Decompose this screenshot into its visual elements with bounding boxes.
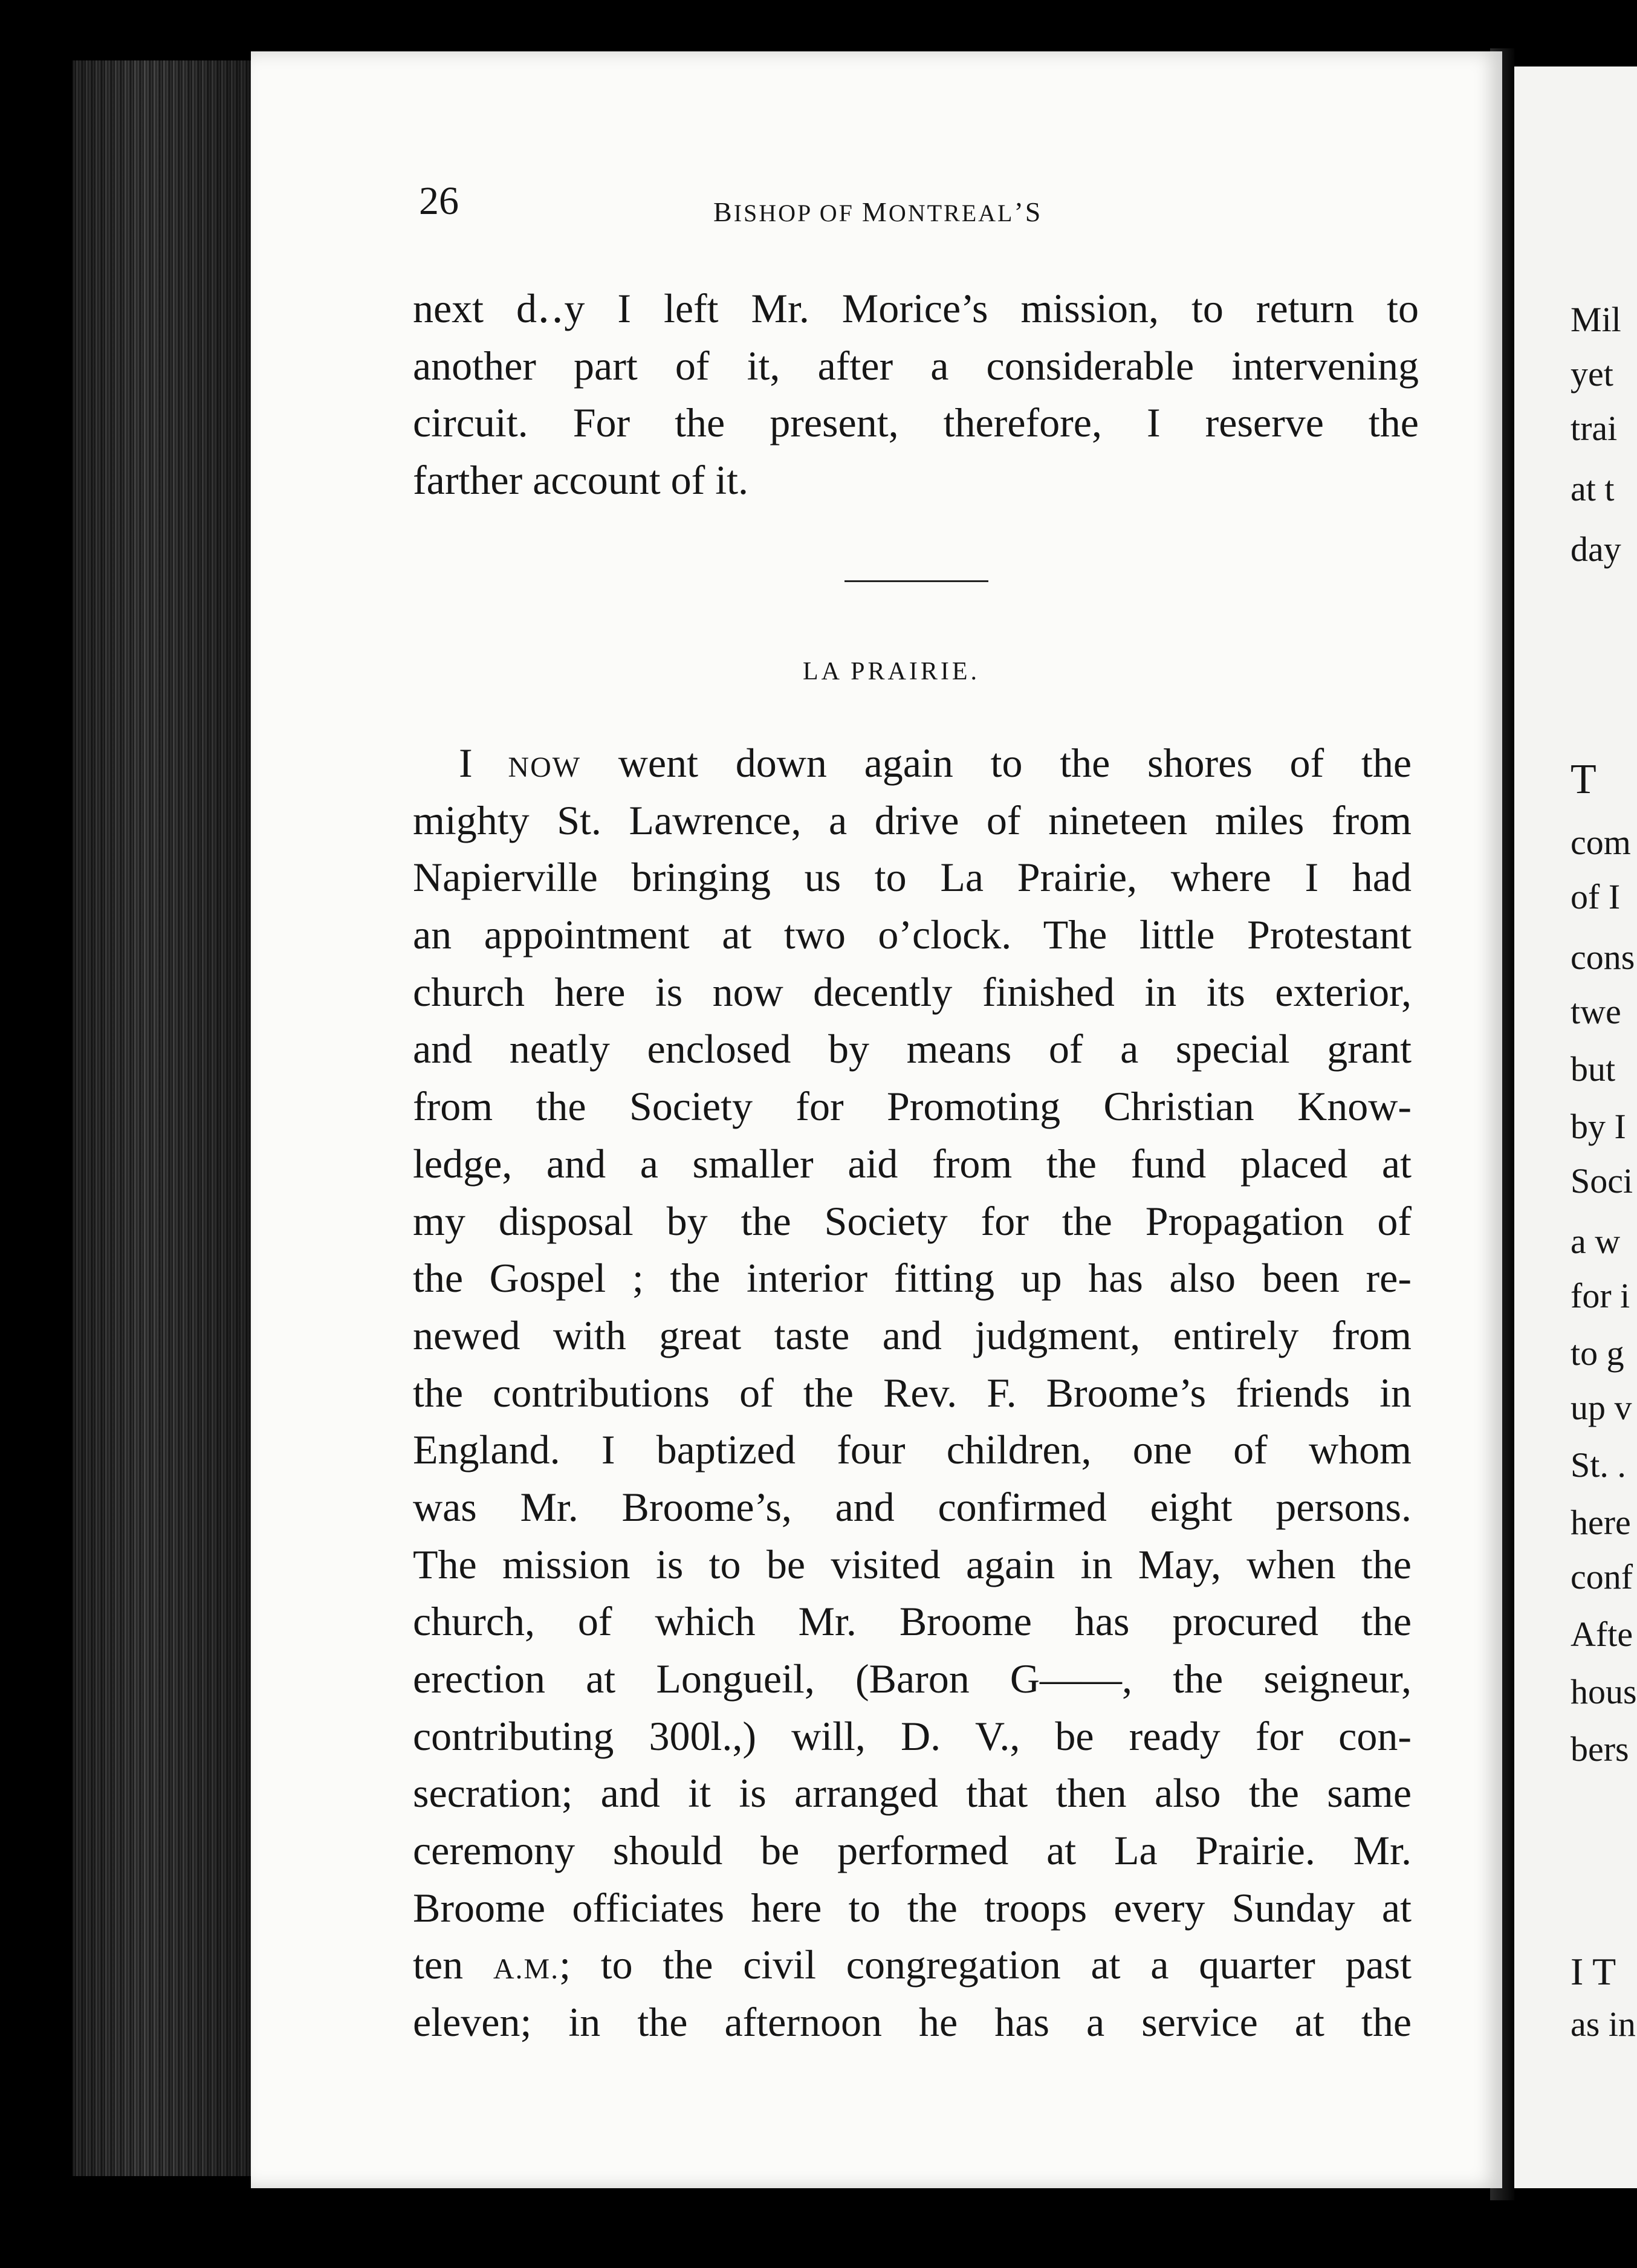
next-page-fragment: for i	[1571, 1276, 1630, 1315]
text-line: ceremony should be performed at La Prairie. Mr.	[413, 1827, 1412, 1874]
section-paragraph	[413, 734, 1412, 2051]
text-line: an appointment at two o’clock. The little Protestant	[413, 912, 1412, 958]
text-line: secration; and it is arranged that then also the same	[413, 1770, 1412, 1816]
next-page-fragment: com	[1571, 823, 1631, 862]
next-page-fragment: Soci	[1571, 1161, 1633, 1200]
carryover-paragraph	[413, 280, 1419, 508]
text-line: eleven; in the afternoon he has a service at the	[413, 1999, 1412, 2046]
next-page-fragment: trai	[1571, 409, 1618, 448]
running-head-initial-m: M	[861, 196, 889, 227]
text-line: contributing 300l.,) will, D. V., be ready for con-	[413, 1712, 1412, 1759]
page-number: 26	[419, 179, 459, 223]
section-divider-rule	[844, 580, 988, 582]
running-head-smallcaps: ISHOP OF	[733, 199, 862, 227]
next-page-fragment: to g	[1571, 1333, 1624, 1373]
text-line: ledge, and a smaller aid from the fund placed at	[413, 1140, 1412, 1187]
text-line: was Mr. Broome’s, and confirmed eight persons.	[413, 1483, 1412, 1530]
text-line: from the Society for Promoting Christian Know-	[413, 1083, 1412, 1130]
next-page-fragment: Afte	[1571, 1615, 1633, 1654]
line-ten-post: ; to the civil congregation at a quarter past	[559, 1942, 1412, 1988]
smallcaps-am: A.M.	[493, 1953, 560, 1986]
next-page-fragment: hous	[1571, 1672, 1637, 1711]
next-page-fragment: St. .	[1571, 1445, 1626, 1485]
next-page-text-fragments	[1571, 0, 1637, 2268]
running-head-initial: B	[713, 196, 734, 227]
running-head-smallcaps-2: ONTREAL	[888, 199, 1014, 227]
text-line: next d․․y I left Mr. Morice’s mission, to return to	[413, 285, 1419, 331]
text-line: church here is now decently finished in its exterior,	[413, 968, 1412, 1015]
first-line-rest: went down again to the shores of the	[581, 740, 1412, 786]
dropcap: I	[459, 740, 473, 786]
next-page-fragment: conf	[1571, 1557, 1633, 1596]
text-line: circuit. For the present, therefore, I reserve the	[413, 400, 1419, 446]
text-line: farther account of it.	[413, 456, 749, 503]
next-page-fragment: day	[1571, 530, 1621, 569]
next-page-fragment: a w	[1571, 1222, 1621, 1261]
text-line-first	[413, 734, 1412, 792]
next-page-fragment: as in	[1571, 2004, 1636, 2044]
text-line: my disposal by the Society for the Propagation of	[413, 1197, 1412, 1244]
next-page-fragment: but	[1571, 1049, 1616, 1089]
text-line: England. I baptized four children, one of whom	[413, 1427, 1412, 1473]
text-line: church, of which Mr. Broome has procured the	[413, 1598, 1412, 1645]
next-page-fragment: by I	[1571, 1107, 1626, 1146]
next-page-fragment: up v	[1571, 1388, 1632, 1427]
text-line: the contributions of the Rev. F. Broome’s friends in	[413, 1369, 1412, 1416]
running-head	[713, 198, 1042, 226]
text-line-ten	[413, 1936, 1412, 1994]
text-line: newed with great taste and judgment, entirely from	[413, 1312, 1412, 1358]
next-page-fragment: I T	[1571, 1950, 1616, 1993]
next-page-fragment: here	[1571, 1503, 1631, 1542]
running-head-suffix: ’S	[1014, 196, 1043, 227]
text-line: another part of it, after a considerable intervening	[413, 342, 1419, 389]
line-ten-pre: ten	[413, 1942, 493, 1988]
text-line: and neatly enclosed by means of a special grant	[413, 1026, 1412, 1072]
next-page-fragment: cons	[1571, 938, 1635, 977]
text-line: Broome officiates here to the troops every Sunday at	[413, 1884, 1412, 1931]
text-line: the Gospel ; the interior fitting up has also been re-	[413, 1255, 1412, 1301]
text-line: mighty St. Lawrence, a drive of nineteen miles from	[413, 797, 1412, 843]
smallcaps-word: NOW	[472, 751, 582, 783]
next-page-fragment: of I	[1571, 877, 1621, 916]
text-line: Napierville bringing us to La Prairie, where I had	[413, 854, 1412, 901]
text-line: erection at Longueil, (Baron G——, the seigneur,	[413, 1656, 1412, 1702]
next-page-fragment: twe	[1571, 992, 1621, 1031]
next-page-fragment: T	[1571, 756, 1596, 803]
book-edge-shadow	[73, 60, 254, 2176]
next-page-fragment: at t	[1571, 469, 1615, 508]
next-page-fragment: Mil	[1571, 300, 1621, 339]
next-page-fragment: yet	[1571, 354, 1613, 394]
section-title: LA PRAIRIE.	[803, 658, 981, 685]
next-page-fragment: bers	[1571, 1729, 1629, 1769]
text-line: The mission is to be visited again in May, when the	[413, 1541, 1412, 1587]
